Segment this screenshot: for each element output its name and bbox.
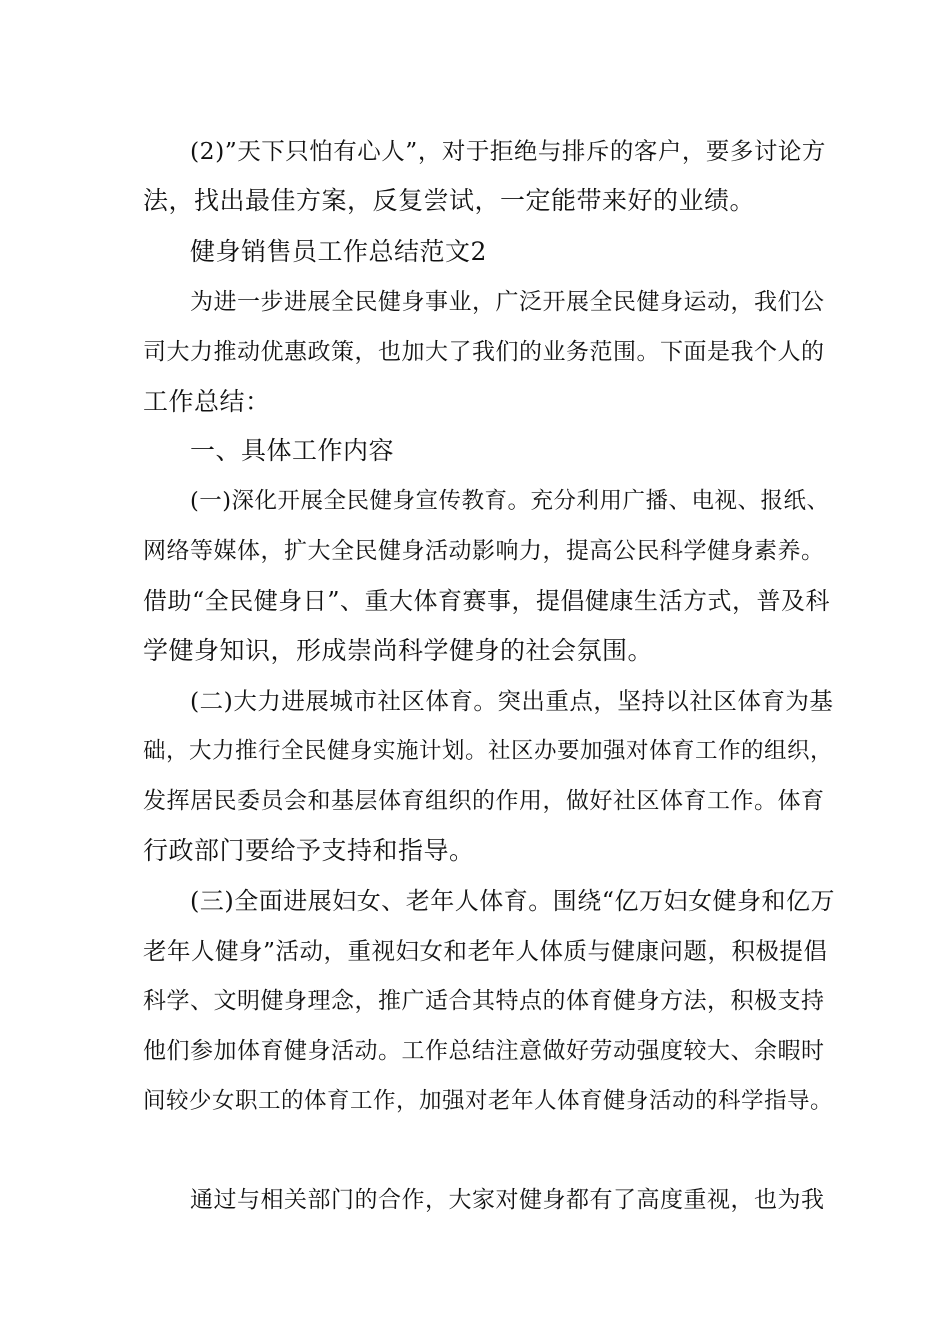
text-line: 网络等媒体，扩大全民健身活动影响力，提高公民科学健身素养。 — [143, 538, 825, 564]
text-line: 法，找出最佳方案，反复尝试，一定能带来好的业绩。 — [143, 186, 756, 215]
subheading: 一、具体工作内容 — [190, 436, 395, 465]
text-line: 学健身知识，形成崇尚科学健身的社会氛围。 — [143, 636, 654, 665]
text-line: 间较少女职工的体育工作，加强对老年人体育健身活动的科学指导。 — [143, 1088, 834, 1114]
text-line: (二)大力进展城市社区体育。突出重点，坚持以社区体育为基 — [190, 687, 834, 715]
section-title: 健身销售员工作总结范文2 — [190, 237, 487, 266]
text-line: 老年人健身”活动，重视妇女和老年人体质与健康问题，积极提倡 — [143, 937, 828, 965]
text-line: 工作总结： — [143, 387, 271, 416]
text-line: 为进一步进展全民健身事业，广泛开展全民健身运动，我们公 — [190, 289, 825, 315]
text-line: 础，大力推行全民健身实施计划。社区办要加强对体育工作的组织， — [143, 738, 834, 764]
text-line: 司大力推动优惠政策，也加大了我们的业务范围。下面是我个人的 — [143, 339, 825, 365]
text-line: 科学、文明健身理念，推广适合其特点的体育健身方法，积极支持 — [143, 988, 825, 1014]
text-line: 借助“全民健身日”、重大体育赛事，提倡健康生活方式，普及科 — [143, 587, 831, 615]
text-line: 发挥居民委员会和基层体育组织的作用，做好社区体育工作。体育 — [143, 788, 825, 814]
text-line: 通过与相关部门的合作，大家对健身都有了高度重视，也为我 — [190, 1187, 825, 1213]
text-line: (一)深化开展全民健身宣传教育。充分利用广播、电视、报纸、 — [190, 488, 830, 514]
text-line: (三)全面进展妇女、老年人体育。围绕“亿万妇女健身和亿万 — [190, 887, 835, 915]
text-line: 行政部门要给予支持和指导。 — [143, 836, 475, 865]
text-line: (2)”天下只怕有心人”，对于拒绝与排斥的客户，要多讨论方 — [190, 137, 826, 165]
text-line: 他们参加体育健身活动。工作总结注意做好劳动强度较大、余暇时 — [143, 1038, 825, 1064]
